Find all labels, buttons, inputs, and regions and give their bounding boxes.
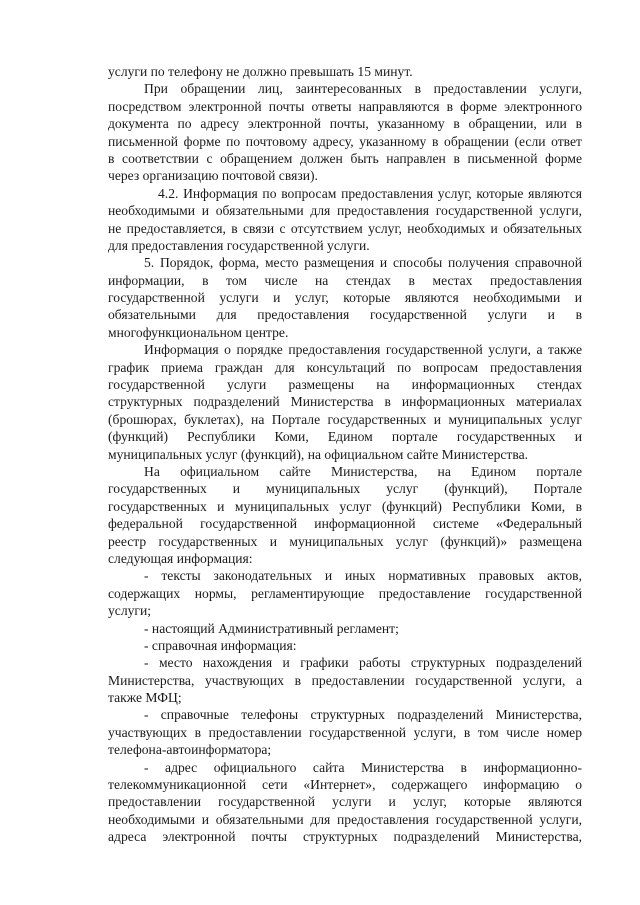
- text-line: - адрес официального сайта Министерства в информационно-: [144, 759, 582, 775]
- text-line: также МФЦ;: [108, 690, 182, 706]
- text-line: Министерства, участвующих в предоставлении государственной услуги, а: [108, 672, 582, 688]
- text-line: содержащих нормы, регламентирующие предоставление государственной: [108, 585, 582, 601]
- text-line: график приема граждан для консультаций по вопросам предоставления: [108, 359, 582, 375]
- text-line: посредством электронной почты ответы направляются в форме электронного: [108, 98, 582, 114]
- text-line: 5. Порядок, форма, место размещения и способы получения справочной: [144, 255, 582, 271]
- text-line: не предоставляется, в связи с отсутствием услуг, необходимых и обязательных: [108, 220, 582, 236]
- text-line: федеральной государственной информационной системе «Федеральный: [108, 516, 582, 532]
- text-line: государственных и муниципальных услуг (функций) Республики Коми, в: [108, 498, 582, 514]
- text-line: телекоммуникационной сети «Интернет», содержащего информацию о: [108, 777, 582, 793]
- text-line: Информация о порядке предоставления государственной услуги, а также: [144, 342, 582, 358]
- text-line: 4.2. Информация по вопросам предоставления услуг, которые являются: [158, 185, 582, 201]
- document-body: [108, 63, 582, 846]
- text-line: телефона-автоинформатора;: [108, 742, 272, 758]
- text-line: информации, в том числе на стендах в местах предоставления: [108, 272, 582, 288]
- text-line: - справочная информация:: [144, 637, 297, 653]
- text-line: (брошюрах, буклетах), на Портале государственных и муниципальных услуг: [108, 411, 582, 427]
- text-line: участвующих в предоставлении государственной услуги, в том числе номер: [108, 724, 582, 740]
- text-line: муниципальных услуг (функций), на официальном сайте Министерства.: [108, 446, 529, 462]
- text-line: в соответствии с обращением должен быть направлен в письменной форме: [108, 150, 582, 166]
- text-line: На официальном сайте Министерства, на Едином портале: [144, 463, 582, 479]
- text-line: государственных и муниципальных услуг (функций), Портале: [108, 481, 582, 497]
- text-line: адреса электронной почты структурных подразделений Министерства,: [108, 829, 582, 845]
- text-line: структурных подразделений Министерства в информационных материалах: [108, 394, 582, 410]
- text-line: - тексты законодательных и иных нормативных правовых актов,: [144, 568, 582, 584]
- text-line: реестр государственных и муниципальных услуг (функций)» размещена: [108, 533, 582, 549]
- text-line: (функций) Республики Коми, Едином портале государственных и: [108, 429, 582, 445]
- text-line: государственной услуги размещены на информационных стендах: [108, 377, 582, 393]
- text-line: предоставлении государственной услуги и услуг, которые являются: [108, 794, 582, 810]
- text-line: обязательными для предоставления государственной услуги и в: [108, 307, 582, 323]
- text-line: необходимыми и обязательными для предоставления государственной услуги,: [108, 203, 582, 219]
- text-line: документа по адресу электронной почты, указанному в обращении, или в: [108, 116, 582, 132]
- text-line: государственной услуги и услуг, которые являются необходимыми и: [108, 290, 582, 306]
- text-line: услуги по телефону не должно превышать 15 минут.: [108, 64, 413, 79]
- text-line: для предоставления государственной услуги.: [108, 237, 370, 253]
- text-line: следующая информация:: [108, 550, 253, 566]
- text-line: необходимыми и обязательными для предоставления государственной услуги,: [108, 811, 582, 827]
- text-line: услуги;: [108, 603, 152, 619]
- text-line: через организацию почтовой связи).: [108, 168, 318, 184]
- text-line: При обращении лиц, заинтересованных в предоставлении услуги,: [144, 81, 582, 97]
- text-line: - справочные телефоны структурных подразделений Министерства,: [144, 707, 582, 723]
- text-line: многофункциональном центре.: [108, 324, 289, 340]
- text-line: письменной форме по почтовому адресу, указанному в обращении (если ответ: [108, 133, 582, 149]
- text-line: - настоящий Административный регламент;: [144, 620, 399, 636]
- text-line: - место нахождения и графики работы структурных подразделений: [144, 655, 582, 671]
